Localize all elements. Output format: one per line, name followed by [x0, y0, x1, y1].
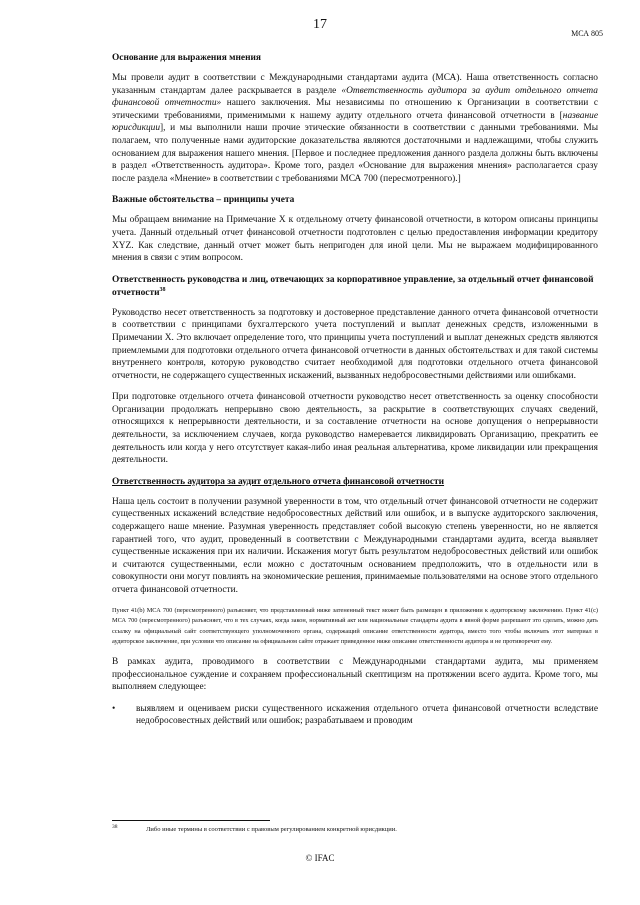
management-heading-text: Ответственность руководства и лиц, отвечающих за корпоративное управление, за отдельный отчет финансовой отчетности	[112, 274, 594, 298]
bullet-icon: •	[112, 703, 116, 714]
auditor-note: Пункт 41(b) МСА 700 (пересмотренного) разъясняет, что представленный ниже затененный текст может быть размещен в приложении к аудиторскому заключению. Пункт 41(c) МСА 700 (пересмотренного) разъясняет, что в тех случаях, когда закон, нормативный акт или национальные стандарты аудита в явной форме разрешают это сделать, можно дать ссылку на официальный сайт соответствующего уполномоченного органа, содержащий описание ответственности аудитора, вместо того чтобы включать этот материал в аудиторское заключение, при условии что описание на официальном сайте отражает приведенное ниже описание ответственности аудитора и не противоречит ему.	[112, 606, 598, 646]
jurisdiction-placeholder: название юрисдикции	[112, 110, 598, 134]
section-heading-emphasis: Важные обстоятельства – принципы учета	[112, 195, 295, 206]
page-content	[112, 52, 598, 728]
opinion-basis-text-e: ], и мы выполнили наши прочие этические обязанности в соответствии с данными требованиями. Мы полагаем, что полученные нами аудиторские доказательства являются достаточными и надлежащими, чтобы служить основанием для выражения нашего мнения. [Первое и последнее предложения данного раздела должны быть включены в раздел «Ответственность аудитора». Кроме того, раздел «Основание для выражения мнения» располагается сразу после раздела «Мнение» в соответствии с требованиями МСА 700 (пересмотренного).]	[112, 123, 598, 184]
auditor-paragraph-1: Наша цель состоит в получении разумной уверенности в том, что отдельный отчет финансовой отчетности не содержит существенных искажений вследствие недобросовестных действий или ошибок, и в выпуске аудиторского заключения, содержащего наше мнение. Разумная уверенность представляет собой высокую степень уверенности, но не является гарантией того, что аудит, проведенный в соответствии с Международными стандартами аудита, всегда выявляет существенные искажения при их наличии. Искажения могут быть результатом недобросовестных действий или ошибок и считаются существенными, если можно с достаточным основанием предположить, что в отдельности или в совокупности они могут повлиять на экономические решения, принимаемые пользователями на основе этого отдельного отчета финансовой отчетности.	[112, 496, 598, 595]
opinion-basis-paragraph	[112, 72, 598, 185]
emphasis-paragraph: Мы обращаем внимание на Примечание X к отдельному отчету финансовой отчетности, в котором описаны принципы учета. Данный отдельный отчет финансовой отчетности подготовлен с целью предоставления информации кредитору XYZ. Как следствие, данный отчет может быть непригоден для иной цели. Мы не выражаем модифицированного мнения в связи с этим вопросом.	[112, 215, 598, 264]
section-heading-auditor: Ответственность аудитора за аудит отдельного отчета финансовой отчетности	[112, 476, 445, 487]
footnote-divider	[112, 820, 270, 821]
auditor-paragraph-2: В рамках аудита, проводимого в соответствии с Международными стандартами аудита, мы применяем профессиональное суждение и сохраняем профессиональный скептицизм на протяжении всего аудита. Кроме того, мы выполняем следующее:	[112, 656, 598, 693]
management-paragraph-2: При подготовке отдельного отчета финансовой отчетности руководство несет ответственность за оценку способности Организации продолжать непрерывно свою деятельность, за раскрытие в соответствующих случаях сведений, относящихся к непрерывности деятельности, и за составление отчетности на основе допущения о непрерывности деятельности, за исключением случаев, когда руководство намеревается ликвидировать Организацию, прекратить ее деятельность или когда у него отсутствует какая-либо иная реальная альтернатива, кроме ликвидации или прекращения деятельности.	[112, 392, 598, 466]
section-heading-management	[112, 274, 598, 300]
opinion-basis-text-c: нашего заключения. Мы независимы по отношению к Организации в соответствии с этическими требованиями, применимыми к нашему аудиту отдельного отчета финансовой отчетности в [	[112, 98, 598, 121]
footnote-text: Либо иные термины в соответствии с правовым регулированием конкретной юрисдикции.	[146, 826, 397, 833]
page-number: 17	[313, 17, 327, 32]
auditor-section-reference: «Ответственность аудитора за аудит отдельного отчета финансовой отчетности»	[112, 85, 598, 109]
list-item-text: выявляем и оцениваем риски существенного искажения отдельного отчета финансовой отчетности вследствие недобросовестных действий или ошибок; разрабатываем и проводим	[136, 703, 598, 727]
footnote-reference: 38	[159, 286, 166, 293]
auditor-procedures-list	[112, 703, 598, 728]
management-paragraph-1: Руководство несет ответственность за подготовку и достоверное представление данного отчета финансовой отчетности в соответствии с принципами бухгалтерского учета поступлений и выплат денежных средств, изложенными в Примечании X. Это включает определение того, что принципы учета поступлений и выплат денежных средств являются приемлемыми для подготовки отдельного отчета финансовой отчетности в данных обстоятельствах и для такой системы внутреннего контроля, которую руководство считает необходимой для подготовки отдельного отчета финансовой отчетности, не содержащего существенных искажений, вызванных недобросовестными действиями или ошибками.	[112, 307, 598, 381]
document-code: МСА 805	[571, 29, 603, 38]
copyright-footer: © IFAC	[305, 853, 335, 863]
section-heading-opinion-basis: Основание для выражения мнения	[112, 53, 261, 63]
opinion-basis-text-a: Мы провели аудит в соответствии с Международными стандартами аудита (МСА). Наша ответственность согласно указанным стандартам далее раскрывается в разделе	[112, 73, 598, 96]
list-item	[112, 703, 598, 728]
footnote	[112, 826, 598, 833]
footnote-number: 38	[112, 824, 118, 830]
